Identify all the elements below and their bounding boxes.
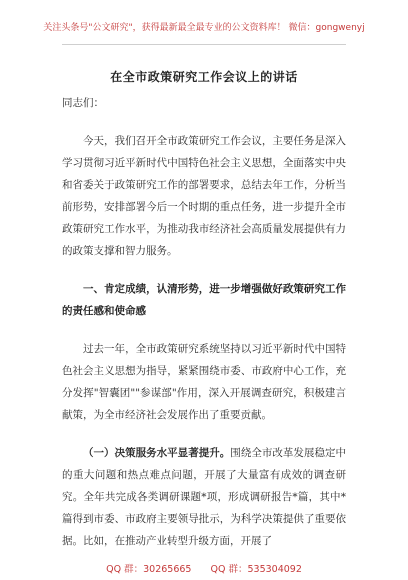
section-heading-1: 一、肯定成绩，认清形势，进一步增强做好政策研究工作的责任感和使命感 bbox=[62, 283, 346, 317]
header-divider bbox=[62, 44, 346, 45]
paragraph-intro: 今天，我们召开全市政策研究工作会议，主要任务是深入学习贯彻习近平新时代中国特色社会主义思想，全面落实中央和省委关于政策研究工作的部署要求，总结去年工作，分析当前形势，安排部署今后一个时期的重点任务，进一步提升全市政策研究工作水平，为推动我市经济社会高质量发展提供有力的政策支撑和智力服务。 bbox=[62, 135, 346, 257]
subheading-decision-service: （一）决策服务水平显著提升。 bbox=[83, 447, 231, 459]
header-promo-note: 关注头条号"公文研究"，获得最新最全最专业的公文资料库！ 微信：gongwenyj bbox=[43, 23, 365, 33]
paragraph-review: 过去一年，全市政策研究系统坚持以习近平新时代中国特色社会主义思想为指导，紧紧围绕市委、市政府中心工作，充分发挥"智囊团""参谋部"作用，深入开展调查研究，积极建言献策，为全市经济社会发展作出了重要贡献。 bbox=[62, 343, 346, 421]
document-body bbox=[62, 92, 346, 552]
document-title: 在全市政策研究工作会议上的讲话 bbox=[110, 70, 298, 84]
footer-qq-group-2: QQ 群：535304092 bbox=[210, 564, 302, 575]
paragraph-decision-service bbox=[62, 442, 346, 552]
paragraph-decision-service-text: 围绕全市改革发展稳定中的重大问题和热点难点问题，开展了大量富有成效的调查研究。全年共完成各类调研课题*项，形成调研报告*篇，其中*篇得到市委、市政府主要领导批示，为科学决策提供了重要依据。比如，在推动产业转型升级方面，开展了 bbox=[62, 447, 347, 547]
footer-qq-group-1: QQ 群：30265665 bbox=[106, 564, 192, 575]
footer-contact bbox=[0, 561, 408, 575]
greeting: 同志们： bbox=[62, 97, 104, 109]
